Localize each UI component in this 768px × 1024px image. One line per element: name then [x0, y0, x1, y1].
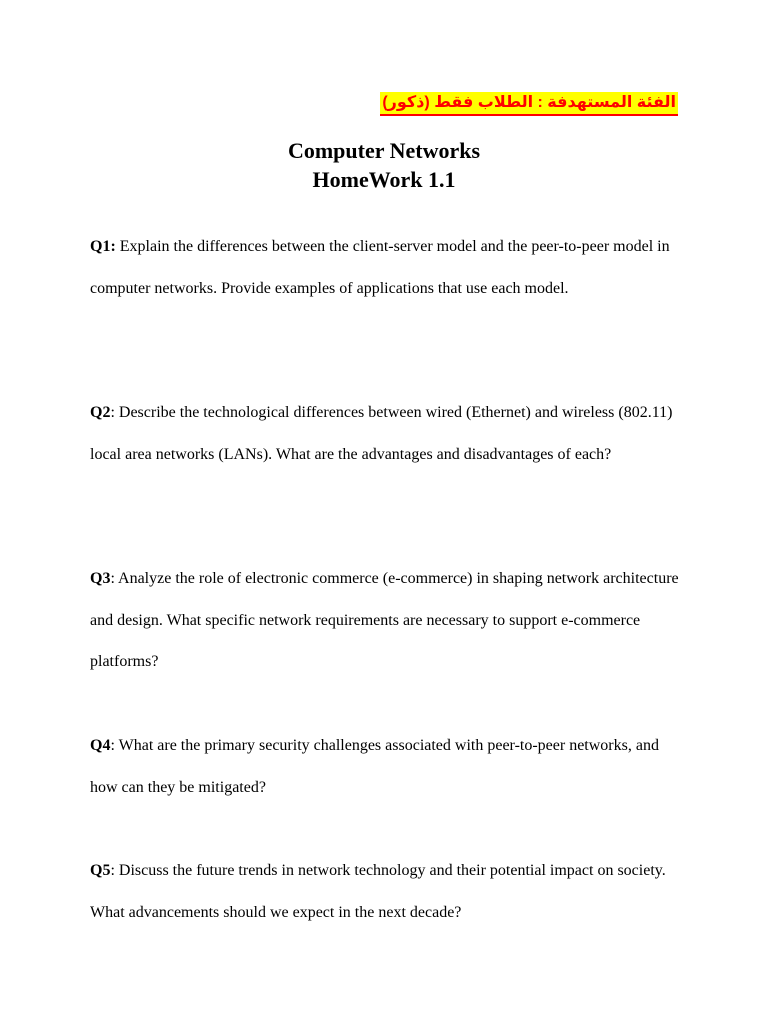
question-label: Q3 [90, 570, 111, 587]
question-text: Explain the differences between the client-server model and the peer-to-peer model in computer networks. Provide examples of applications that use each model. [90, 238, 670, 297]
question-text: : Analyze the role of electronic commerce (e-commerce) in shaping network architecture and design. What specific network requirements are necessary to support e-commerce platforms? [90, 570, 679, 670]
question-label: Q1: [90, 238, 116, 255]
document-title [0, 136, 768, 194]
question-5 [90, 850, 680, 933]
title-line-course: Computer Networks [287, 138, 481, 163]
question-label: Q5 [90, 862, 111, 879]
title-line-homework: HomeWork 1.1 [312, 167, 456, 192]
question-1 [90, 226, 680, 309]
question-4 [90, 725, 680, 808]
question-text: : Discuss the future trends in network technology and their potential impact on society. What advancements should we expect in the next decade? [90, 862, 666, 921]
question-2 [90, 392, 680, 475]
question-label: Q2 [90, 404, 111, 421]
target-audience-note: الفئة المستهدفة : الطلاب فقط (ذكور) [380, 92, 678, 116]
question-label: Q4 [90, 737, 111, 754]
question-text: : Describe the technological differences between wired (Ethernet) and wireless (802.11) local area networks (LANs). What are the advantages and disadvantages of each? [90, 404, 673, 463]
question-text: : What are the primary security challenges associated with peer-to-peer networks, and how can they be mitigated? [90, 737, 659, 796]
question-3 [90, 558, 680, 683]
